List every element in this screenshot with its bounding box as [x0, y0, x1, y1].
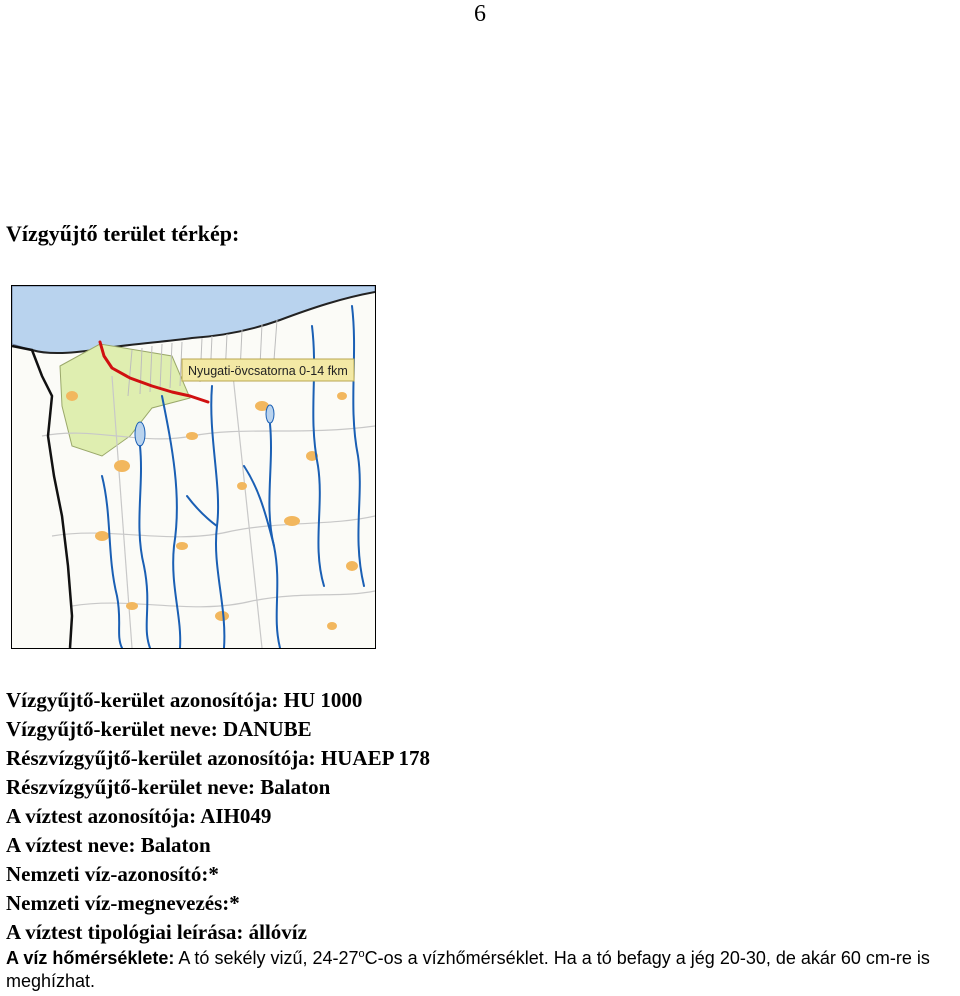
page-number: 6 — [474, 1, 486, 27]
sub-basin-id: Részvízgyűjtő-kerület azonosítója: HUAEP 178 — [6, 746, 431, 770]
basin-name: Vízgyűjtő-kerület neve: DANUBE — [6, 717, 312, 741]
temperature-text-1: A tó sekély vizű, 24-27 — [174, 948, 359, 968]
national-id: Nemzeti víz-azonosító:* — [6, 862, 219, 886]
temperature-text-2: C-os a vízhőmérséklet. Ha a tó befagy a jég 20-30, de akár 60 cm-re is meghízhat. — [6, 948, 930, 991]
lake-area — [12, 286, 375, 353]
national-name: Nemzeti víz-megnevezés:* — [6, 891, 240, 915]
map-label: Nyugati-övcsatorna 0-14 fkm — [188, 364, 348, 378]
waterbody-name: A víztest neve: Balaton — [6, 833, 211, 857]
temperature-label: A víz hőmérséklete: — [6, 948, 175, 968]
catchment-map — [11, 285, 376, 649]
reservoirs — [135, 405, 274, 446]
basin-id: Vízgyűjtő-kerület azonosítója: HU 1000 — [6, 688, 363, 712]
degree-superscript: o — [358, 948, 365, 960]
waterbody-id: A víztest azonosítója: AIH049 — [6, 804, 272, 828]
typology: A víztest tipológiai leírása: állóvíz — [6, 920, 307, 944]
sub-basin-name: Részvízgyűjtő-kerület neve: Balaton — [6, 775, 331, 799]
section-heading: Vízgyűjtő terület térkép: — [6, 221, 240, 246]
temperature-paragraph — [6, 947, 958, 993]
